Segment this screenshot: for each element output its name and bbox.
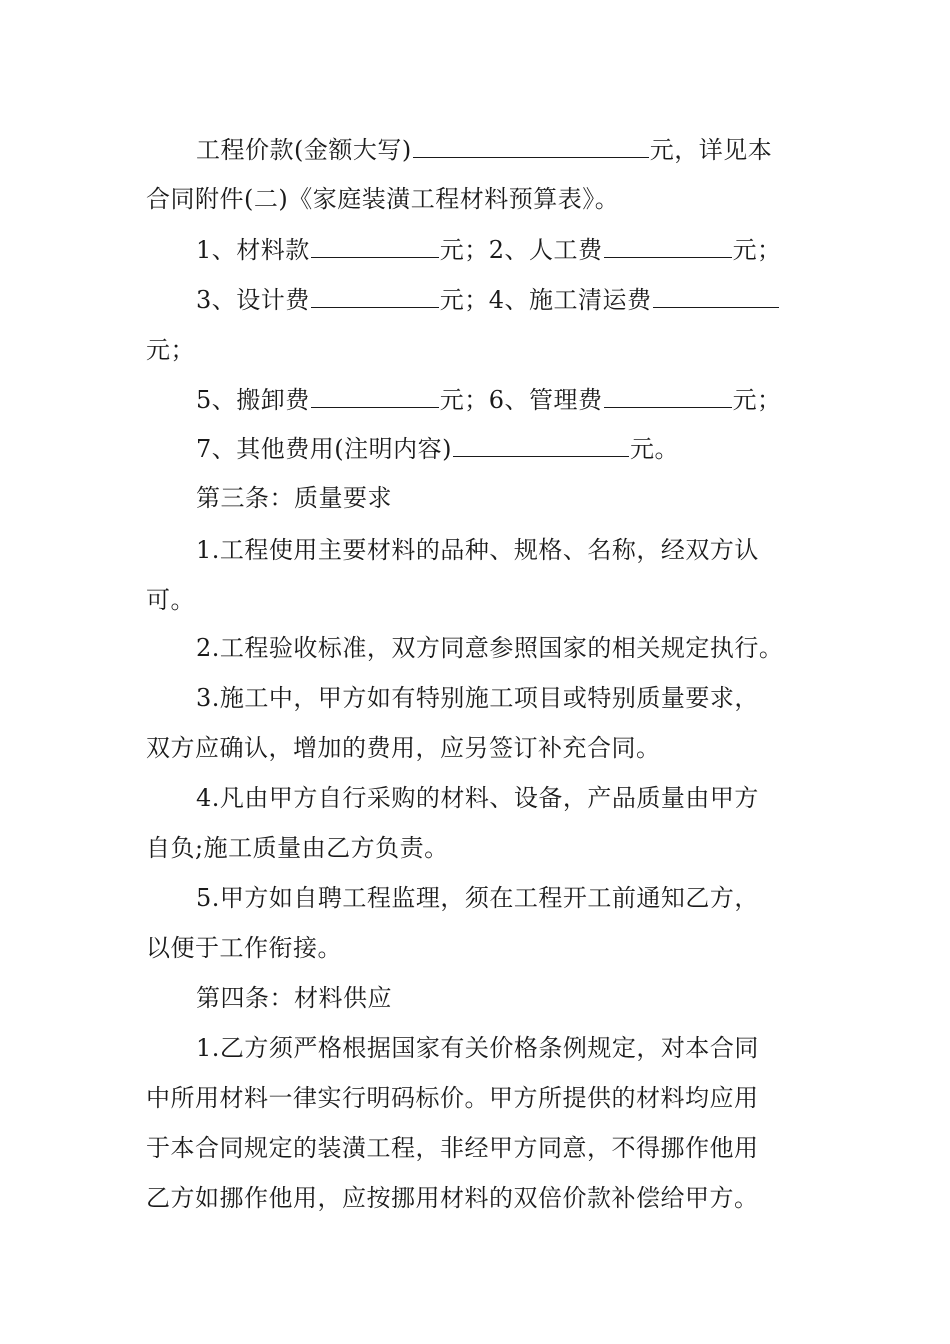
text-line bbox=[196, 380, 782, 420]
text-segment: 以便于工作衔接。 bbox=[146, 934, 342, 962]
text-segment: 3.施工中，甲方如有特别施工项目或特别质量要求， bbox=[196, 684, 759, 712]
text-segment: 7、其他费用(注明内容) bbox=[196, 435, 452, 463]
text-line bbox=[196, 1028, 759, 1068]
fill-in-blank bbox=[604, 381, 732, 408]
text-line bbox=[146, 179, 619, 219]
fill-in-blank bbox=[311, 381, 439, 408]
text-segment: 2.工程验收标准，双方同意参照国家的相关规定执行。 bbox=[196, 634, 784, 662]
text-segment: 元。 bbox=[630, 435, 679, 463]
text-line bbox=[196, 130, 772, 170]
text-segment: 5.甲方如自聘工程监理，须在工程开工前通知乙方， bbox=[196, 884, 759, 912]
text-line bbox=[196, 230, 782, 270]
text-line bbox=[146, 580, 195, 620]
text-segment: 自负;施工质量由乙方负责。 bbox=[146, 834, 449, 862]
text-segment: 元； bbox=[732, 386, 782, 414]
fill-in-blank bbox=[413, 131, 649, 158]
text-line bbox=[196, 429, 679, 469]
text-segment: 乙方如挪作他用，应按挪用材料的双倍价款补偿给甲方。 bbox=[146, 1184, 759, 1212]
text-line bbox=[146, 828, 449, 868]
text-segment: 元；4、施工清运费 bbox=[439, 286, 652, 314]
text-segment: 合同附件(二)《家庭装潢工程材料预算表》。 bbox=[146, 185, 620, 213]
text-segment: 1.乙方须严格根据国家有关价格条例规定，对本合同 bbox=[196, 1034, 759, 1062]
fill-in-blank bbox=[311, 281, 439, 308]
text-segment: 元，详见本 bbox=[649, 136, 773, 164]
text-segment: 元； bbox=[732, 236, 782, 264]
text-line bbox=[146, 728, 661, 768]
text-segment: 5、搬卸费 bbox=[196, 386, 310, 414]
text-segment: 4.凡由甲方自行采购的材料、设备，产品质量由甲方 bbox=[196, 784, 759, 812]
fill-in-blank bbox=[604, 231, 732, 258]
text-segment: 元；2、人工费 bbox=[439, 236, 603, 264]
text-segment: 元；6、管理费 bbox=[439, 386, 603, 414]
text-line bbox=[146, 1078, 759, 1118]
text-segment: 元； bbox=[146, 336, 195, 364]
text-line bbox=[196, 530, 759, 570]
text-line bbox=[196, 678, 759, 718]
text-segment: 第四条：材料供应 bbox=[196, 984, 392, 1012]
text-line bbox=[146, 928, 342, 968]
text-segment: 1、材料款 bbox=[196, 236, 310, 264]
text-line bbox=[196, 778, 759, 818]
text-line bbox=[196, 878, 759, 918]
fill-in-blank bbox=[653, 281, 779, 308]
text-line bbox=[196, 628, 783, 668]
text-segment: 中所用材料一律实行明码标价。甲方所提供的材料均应用 bbox=[146, 1084, 759, 1112]
fill-in-blank bbox=[311, 231, 439, 258]
text-segment: 可。 bbox=[146, 586, 195, 614]
fill-in-blank bbox=[453, 430, 629, 457]
section-heading bbox=[196, 978, 392, 1018]
section-heading bbox=[196, 478, 392, 518]
text-segment: 1.工程使用主要材料的品种、规格、名称，经双方认 bbox=[196, 536, 759, 564]
text-line bbox=[196, 280, 780, 320]
text-line bbox=[146, 1178, 759, 1218]
text-segment: 双方应确认，增加的费用，应另签订补充合同。 bbox=[146, 734, 661, 762]
text-line bbox=[146, 1128, 759, 1168]
text-segment: 第三条：质量要求 bbox=[196, 484, 392, 512]
text-segment: 3、设计费 bbox=[196, 286, 310, 314]
text-segment: 工程价款(金额大写) bbox=[196, 136, 412, 164]
text-segment: 于本合同规定的装潢工程，非经甲方同意，不得挪作他用 bbox=[146, 1134, 759, 1162]
text-line bbox=[146, 330, 195, 370]
